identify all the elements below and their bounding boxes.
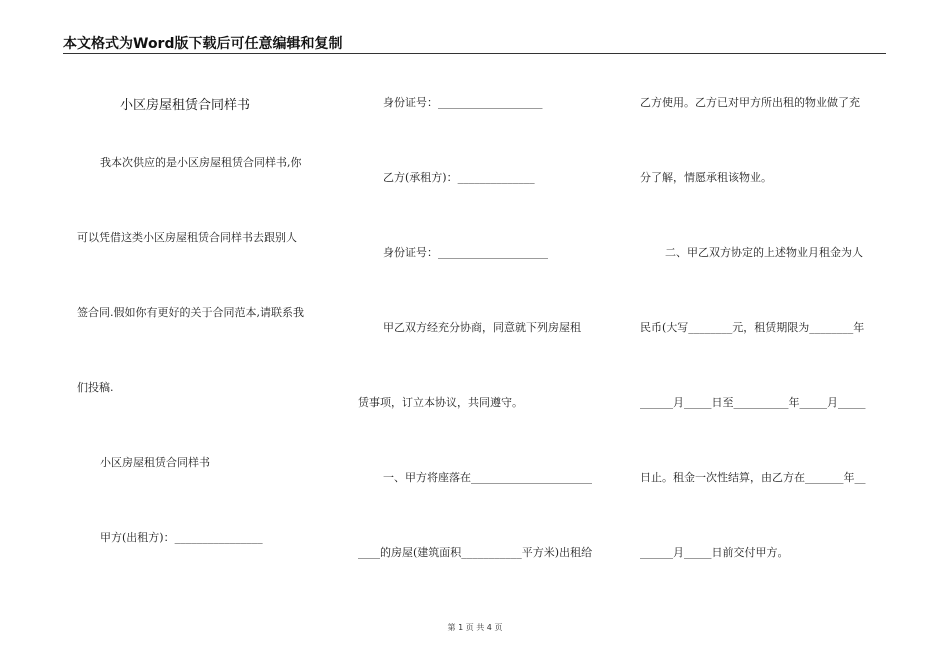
column-1 bbox=[0, 0, 330, 672]
column-3 bbox=[630, 0, 930, 672]
clause-2-line: 二、甲乙双方协定的上述物业月租金为人 bbox=[665, 246, 863, 259]
clause-2-line: 民币(大写________元，租赁期限为________年 bbox=[640, 321, 865, 334]
article-title: 小区房屋租赁合同样书 bbox=[120, 98, 251, 113]
document-header: 本文格式为Word版下载后可任意编辑和复制 bbox=[63, 36, 343, 52]
paragraph-line: 赁事项，订立本协议，共同遵守。 bbox=[358, 396, 523, 409]
paragraph-line: 我本次供应的是小区房屋租赁合同样书,你 bbox=[100, 156, 302, 169]
paragraph-line: 乙方使用。乙方已对甲方所出租的物业做了充 bbox=[640, 96, 860, 109]
paragraph-line: 签合同.假如你有更好的关于合同范本,请联系我 bbox=[77, 306, 304, 319]
clause-2-line: 日止。租金一次性结算，由乙方在_______年__ bbox=[640, 471, 866, 484]
clause-2-line: ______月_____日至__________年_____月_____ bbox=[640, 396, 866, 409]
paragraph-line: 甲乙双方经充分协商，同意就下列房屋租 bbox=[383, 321, 581, 334]
clause-1-line: 一、甲方将座落在______________________ bbox=[383, 471, 592, 484]
id-number-field: 身份证号：____________________ bbox=[383, 246, 548, 259]
id-number-field: 身份证号：___________________ bbox=[383, 96, 543, 109]
clause-2-line: ______月_____日前交付甲方。 bbox=[640, 546, 789, 559]
party-a-field: 甲方(出租方)：________________ bbox=[100, 531, 263, 544]
column-2 bbox=[330, 0, 630, 672]
paragraph-line: 们投稿. bbox=[77, 381, 114, 394]
page-number: 第 1 页 共 4 页 bbox=[447, 623, 503, 632]
clause-1-line: ____的房屋(建筑面积___________平方米)出租给 bbox=[358, 546, 593, 559]
paragraph-line: 可以凭借这类小区房屋租赁合同样书去跟别人 bbox=[77, 231, 297, 244]
party-b-field: 乙方(承租方)：______________ bbox=[383, 171, 535, 184]
paragraph-line: 分了解，情愿承租该物业。 bbox=[640, 171, 772, 184]
section-heading: 小区房屋租赁合同样书 bbox=[100, 456, 210, 469]
